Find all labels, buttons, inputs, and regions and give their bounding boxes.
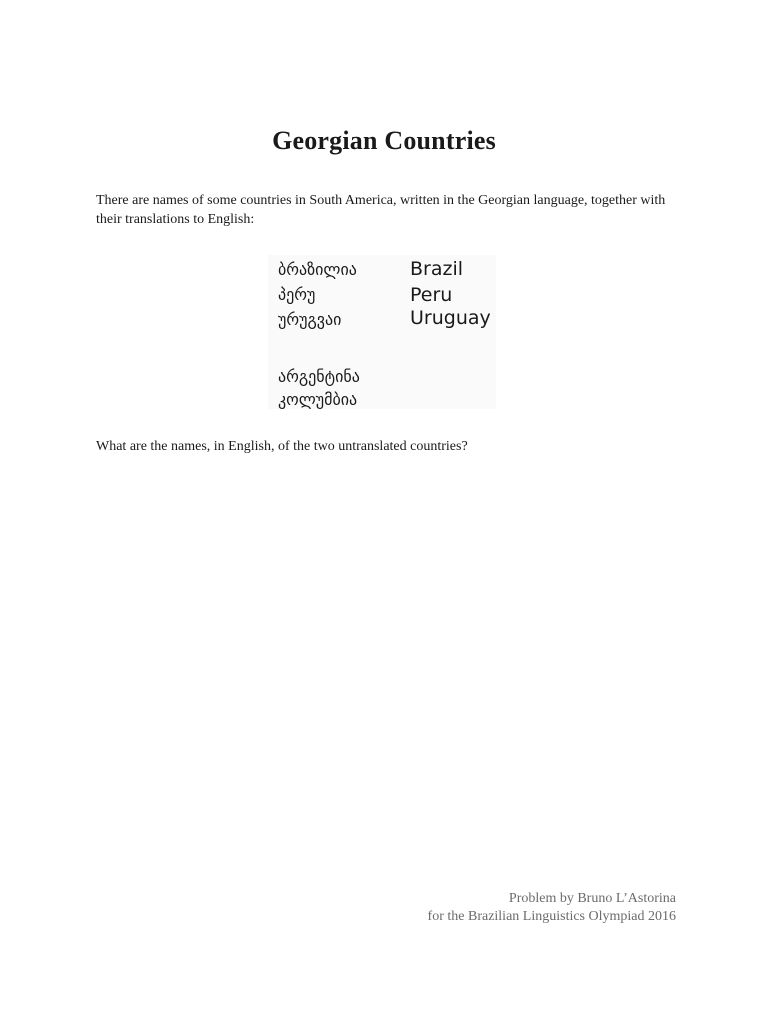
english-word-uruguay: Uruguay: [410, 307, 491, 329]
georgian-word-uruguay: ურუგვაი: [278, 310, 342, 329]
georgian-word-untranslated-1: არგენტინა: [278, 367, 360, 386]
credit-event: for the Brazilian Linguistics Olympiad 2016: [427, 909, 676, 924]
page-title: Georgian Countries: [272, 126, 496, 155]
credit-author: Problem by Bruno L’Astorina: [508, 891, 676, 906]
word-table: [268, 255, 496, 409]
georgian-word-brazil: ბრაზილია: [278, 260, 357, 279]
georgian-word-untranslated-2: კოლუმბია: [278, 390, 358, 409]
english-word-brazil: Brazil: [410, 258, 464, 280]
question-text: What are the names, in English, of the two untranslated countries?: [96, 439, 468, 454]
english-word-peru: Peru: [410, 284, 453, 306]
intro-paragraph: There are names of some countries in South America, written in the Georgian language, together with their translations to English:: [96, 193, 666, 227]
georgian-word-peru: პერუ: [278, 285, 316, 304]
credit-block: [428, 890, 676, 926]
